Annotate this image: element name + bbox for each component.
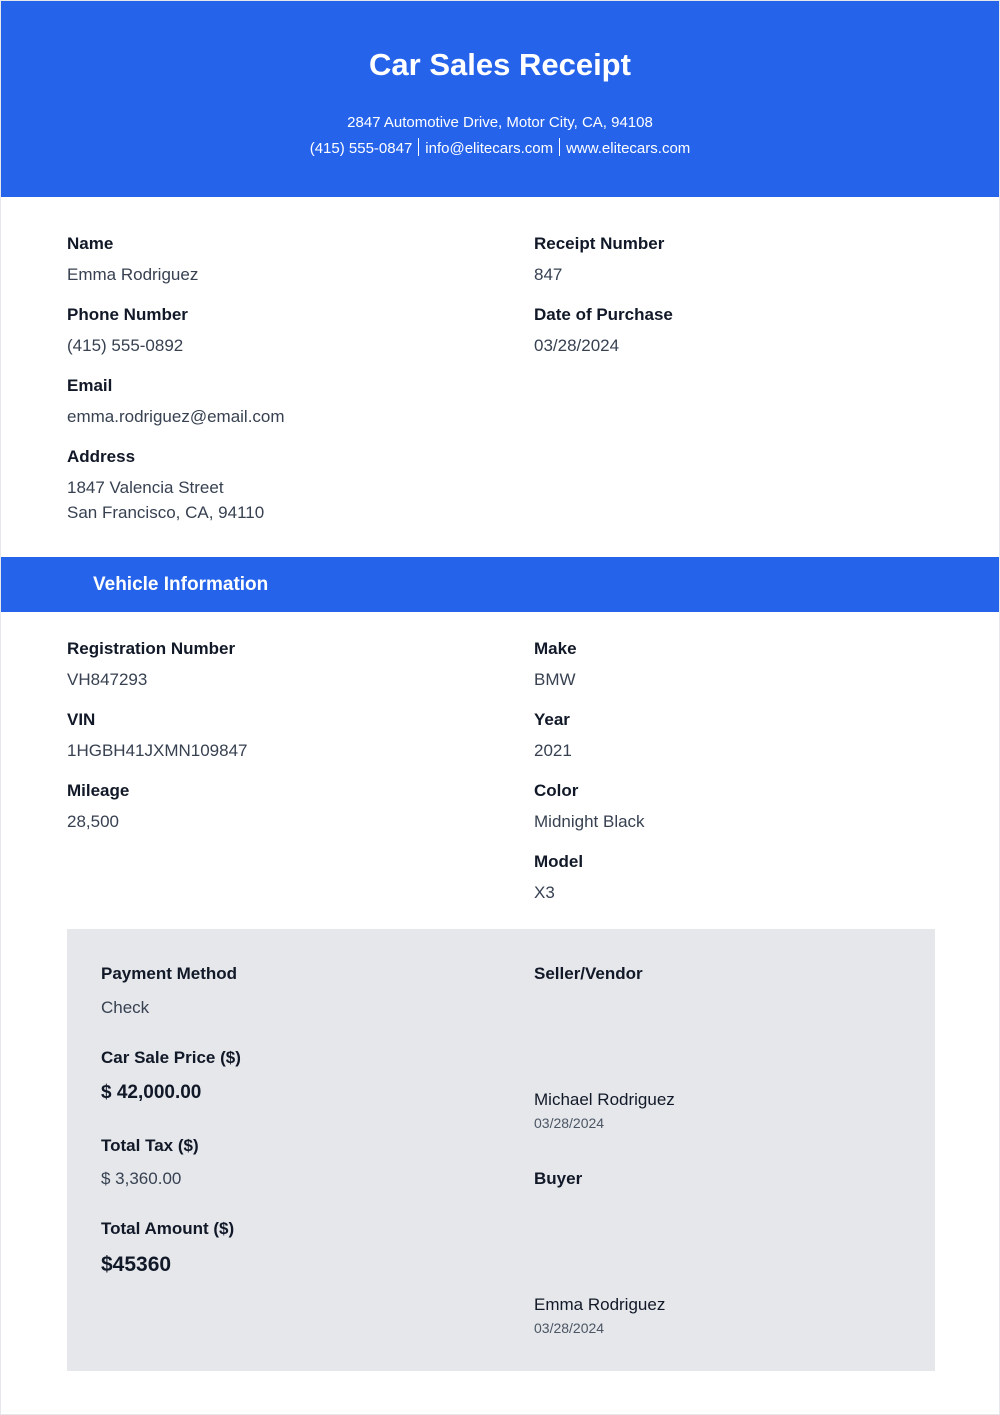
vin-label: VIN: [67, 710, 96, 729]
receipt-title: Car Sales Receipt: [369, 47, 631, 82]
year-value: 2021: [534, 741, 572, 760]
customer-email-field: [67, 375, 285, 429]
registration-number: VH847293: [67, 670, 148, 689]
receipt-number-label: Receipt Number: [534, 234, 665, 253]
color-field: [534, 780, 645, 834]
customer-phone-field: [67, 304, 188, 358]
company-phone: (415) 555-0847: [309, 140, 413, 157]
model-label: Model: [534, 852, 584, 871]
customer-name: Emma Rodriguez: [67, 265, 199, 284]
vin-value: 1HGBH41JXMN109847: [67, 741, 248, 760]
registration-field: [67, 638, 235, 692]
contact-divider: [418, 138, 419, 156]
mileage-label: Mileage: [67, 781, 130, 800]
company-website: www.elitecars.com: [566, 140, 691, 157]
seller-name: Michael Rodriguez: [534, 1090, 675, 1109]
model-value: X3: [534, 883, 555, 902]
make-field: [534, 638, 577, 692]
sale-price: $ 42,000.00: [101, 1082, 202, 1103]
company-contact: [1, 138, 999, 159]
vehicle-section-title: Vehicle Information: [93, 574, 269, 595]
purchase-date-label: Date of Purchase: [534, 305, 673, 324]
mileage-field: [67, 780, 129, 834]
buyer-date: 03/28/2024: [534, 1320, 605, 1336]
vehicle-section-bar: [1, 557, 999, 612]
customer-phone: (415) 555-0892: [67, 336, 184, 355]
customer-address-line2: San Francisco, CA, 94110: [67, 503, 265, 522]
registration-label: Registration Number: [67, 639, 236, 658]
seller-date: 03/28/2024: [534, 1115, 605, 1131]
model-field: [534, 851, 583, 905]
receipt-number: 847: [534, 265, 563, 284]
company-address: 2847 Automotive Drive, Motor City, CA, 94108: [347, 114, 653, 131]
mileage-value: 28,500: [67, 812, 119, 831]
seller-label: Seller/Vendor: [534, 964, 643, 983]
color-value: Midnight Black: [534, 812, 645, 831]
customer-address-field: [67, 446, 264, 525]
total-amount: $45360: [101, 1253, 172, 1276]
color-label: Color: [534, 781, 579, 800]
total-amount-label: Total Amount ($): [101, 1219, 235, 1238]
year-field: [534, 709, 572, 763]
customer-name-label: Name: [67, 234, 114, 253]
sale-price-label: Car Sale Price ($): [101, 1048, 241, 1067]
purchase-date: 03/28/2024: [534, 336, 620, 355]
total-tax: $ 3,360.00: [101, 1169, 182, 1188]
receipt-number-field: [534, 233, 664, 287]
make-label: Make: [534, 639, 577, 658]
company-email: info@elitecars.com: [425, 140, 554, 157]
make-value: BMW: [534, 670, 576, 689]
customer-email-label: Email: [67, 376, 113, 395]
customer-phone-label: Phone Number: [67, 305, 188, 324]
year-label: Year: [534, 710, 570, 729]
customer-address-line1: 1847 Valencia Street: [67, 478, 224, 497]
total-tax-label: Total Tax ($): [101, 1136, 199, 1155]
buyer-label: Buyer: [534, 1169, 583, 1188]
buyer-name: Emma Rodriguez: [534, 1295, 666, 1314]
payment-method-label: Payment Method: [101, 964, 238, 983]
contact-divider: [559, 138, 560, 156]
customer-email: emma.rodriguez@email.com: [67, 407, 285, 426]
purchase-date-field: [534, 304, 673, 358]
payment-method: Check: [101, 998, 150, 1017]
customer-name-field: [67, 233, 198, 287]
customer-address-label: Address: [67, 447, 136, 466]
vin-field: [67, 709, 247, 763]
payment-summary-box: [67, 929, 935, 1371]
receipt-header: [1, 1, 999, 197]
